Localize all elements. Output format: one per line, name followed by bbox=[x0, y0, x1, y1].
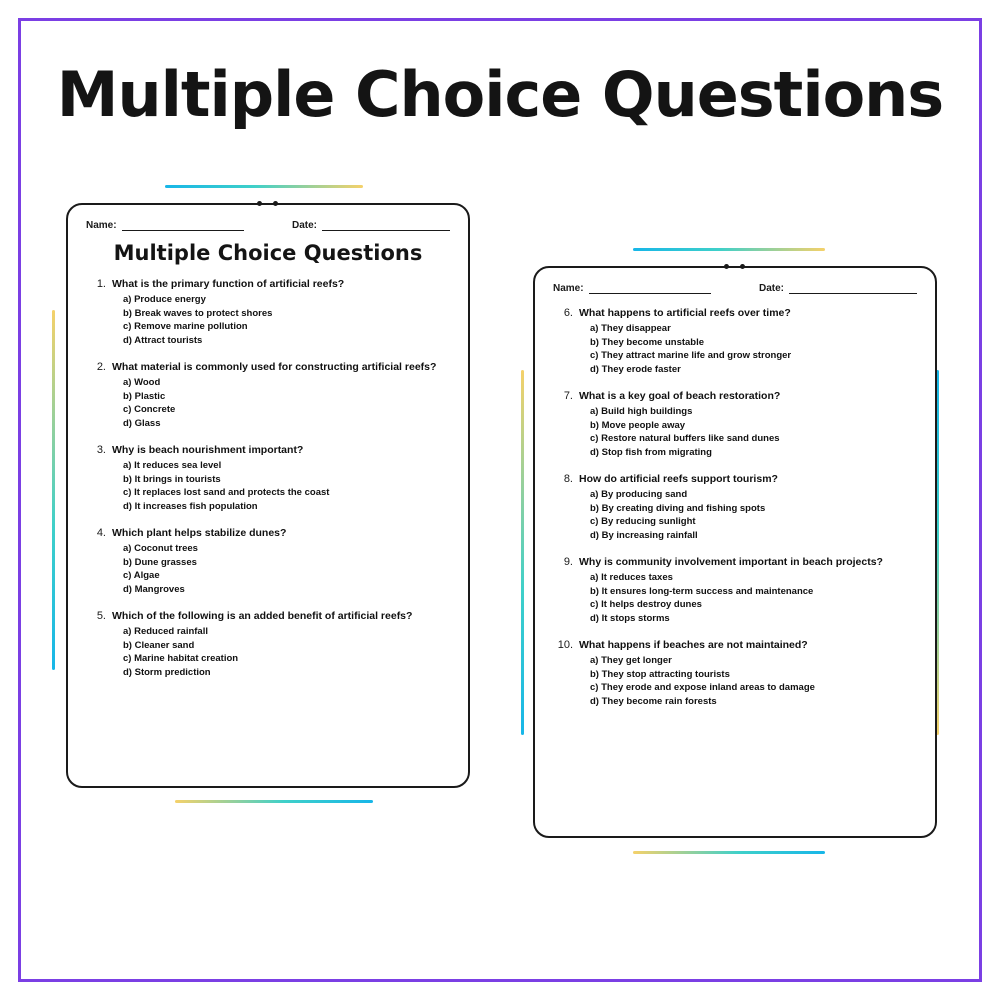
question-option[interactable]: c) They attract marine life and grow stronger bbox=[590, 350, 792, 361]
question-number: 5. bbox=[96, 610, 106, 622]
question-text: What happens if beaches are not maintained? bbox=[579, 639, 808, 651]
question-option[interactable]: a) They disappear bbox=[590, 323, 671, 334]
question-option[interactable]: a) By producing sand bbox=[590, 489, 688, 500]
question-number: 6. bbox=[563, 307, 573, 319]
question-item bbox=[549, 638, 923, 708]
question-option[interactable]: d) Attract tourists bbox=[123, 334, 203, 346]
question-option[interactable]: c) Restore natural buffers like sand dunes bbox=[590, 433, 780, 444]
clip-icon bbox=[723, 264, 747, 272]
question-option[interactable]: a) They get longer bbox=[590, 655, 672, 666]
question-option[interactable]: c) It replaces lost sand and protects the coast bbox=[123, 487, 330, 498]
name-field-right[interactable] bbox=[553, 282, 711, 294]
sheet-heading-left: Multiple Choice Questions bbox=[113, 241, 423, 265]
date-label: Date: bbox=[758, 283, 784, 294]
question-text: What material is commonly used for constructing artificial reefs? bbox=[112, 361, 437, 373]
decor-line-top-right bbox=[633, 248, 825, 251]
name-input-line[interactable] bbox=[122, 219, 244, 231]
question-option[interactable]: c) Concrete bbox=[123, 404, 176, 415]
question-option[interactable]: a) Reduced rainfall bbox=[123, 626, 208, 637]
clip-icon bbox=[256, 201, 280, 209]
question-list-right bbox=[549, 306, 923, 721]
question-number: 1. bbox=[96, 278, 106, 290]
question-option[interactable]: b) They stop attracting tourists bbox=[590, 668, 730, 680]
question-option[interactable]: a) Wood bbox=[123, 377, 161, 388]
question-text: Why is beach nourishment important? bbox=[112, 444, 304, 456]
question-option[interactable]: d) Glass bbox=[123, 417, 161, 429]
question-item bbox=[549, 389, 923, 459]
name-input-line[interactable] bbox=[589, 282, 711, 294]
question-item bbox=[549, 306, 923, 376]
question-option[interactable]: c) Remove marine pollution bbox=[123, 321, 248, 332]
question-option[interactable]: d) By increasing rainfall bbox=[590, 529, 698, 541]
question-text: How do artificial reefs support tourism? bbox=[579, 473, 778, 485]
student-info-row-left bbox=[86, 219, 450, 231]
date-input-line[interactable] bbox=[789, 282, 917, 294]
question-option[interactable]: a) It reduces sea level bbox=[123, 460, 222, 471]
question-option[interactable]: d) They become rain forests bbox=[590, 695, 717, 707]
question-item bbox=[82, 360, 456, 430]
question-option[interactable]: a) Produce energy bbox=[123, 294, 206, 305]
decor-line-right-inner-vertical bbox=[521, 370, 524, 735]
question-item bbox=[82, 277, 456, 347]
question-option[interactable]: c) Marine habitat creation bbox=[123, 653, 239, 664]
question-item bbox=[82, 443, 456, 513]
question-text: Which of the following is an added benefit of artificial reefs? bbox=[112, 610, 413, 622]
decor-line-bottom-left bbox=[175, 800, 373, 803]
page-title: Multiple Choice Questions bbox=[56, 58, 944, 131]
question-text: What is the primary function of artificial reefs? bbox=[112, 278, 345, 290]
question-option[interactable]: d) It stops storms bbox=[590, 612, 670, 624]
question-option[interactable]: b) It brings in tourists bbox=[123, 473, 221, 485]
decor-line-left-vertical bbox=[52, 310, 55, 670]
question-list-left bbox=[82, 277, 456, 692]
question-option[interactable]: d) They erode faster bbox=[590, 363, 681, 375]
question-option[interactable]: c) By reducing sunlight bbox=[590, 516, 696, 527]
question-option[interactable]: d) Mangroves bbox=[123, 583, 185, 595]
question-option[interactable]: b) Cleaner sand bbox=[123, 639, 195, 651]
worksheet-sheet-right bbox=[533, 266, 937, 838]
question-number: 7. bbox=[563, 390, 573, 402]
decor-line-top-left bbox=[165, 185, 363, 188]
question-option[interactable]: b) Plastic bbox=[123, 390, 166, 402]
decor-line-bottom-right bbox=[633, 851, 825, 854]
question-option[interactable]: b) Break waves to protect shores bbox=[123, 307, 273, 319]
date-field-right[interactable] bbox=[759, 282, 917, 294]
worksheet-sheet-left bbox=[66, 203, 470, 788]
question-option[interactable]: a) It reduces taxes bbox=[590, 572, 673, 583]
question-option[interactable]: b) They become unstable bbox=[590, 336, 705, 348]
question-number: 9. bbox=[563, 556, 573, 568]
question-number: 10. bbox=[557, 639, 573, 651]
question-option[interactable]: d) Storm prediction bbox=[123, 666, 211, 678]
question-text: Which plant helps stabilize dunes? bbox=[112, 527, 287, 539]
name-label: Name: bbox=[553, 283, 584, 294]
name-label: Name: bbox=[86, 220, 117, 231]
question-text: Why is community involvement important in beach projects? bbox=[579, 556, 883, 568]
date-label: Date: bbox=[291, 220, 317, 231]
student-info-row-right bbox=[553, 282, 917, 294]
question-number: 2. bbox=[96, 361, 106, 373]
question-item bbox=[82, 526, 456, 596]
date-field-left[interactable] bbox=[292, 219, 450, 231]
question-number: 4. bbox=[96, 527, 106, 539]
question-item bbox=[82, 609, 456, 679]
date-input-line[interactable] bbox=[322, 219, 450, 231]
question-option[interactable]: c) They erode and expose inland areas to damage bbox=[590, 682, 815, 693]
question-text: What is a key goal of beach restoration? bbox=[579, 390, 781, 402]
question-text: What happens to artificial reefs over time? bbox=[579, 307, 791, 319]
question-number: 3. bbox=[96, 444, 106, 456]
question-item bbox=[549, 472, 923, 542]
question-option[interactable]: d) It increases fish population bbox=[123, 500, 258, 512]
question-option[interactable]: b) By creating diving and fishing spots bbox=[590, 502, 766, 514]
question-option[interactable]: b) Move people away bbox=[590, 419, 686, 431]
question-option[interactable]: d) Stop fish from migrating bbox=[590, 446, 712, 458]
question-item bbox=[549, 555, 923, 625]
question-option[interactable]: b) It ensures long-term success and maintenance bbox=[590, 585, 814, 597]
question-option[interactable]: a) Coconut trees bbox=[123, 543, 198, 554]
name-field-left[interactable] bbox=[86, 219, 244, 231]
question-option[interactable]: c) Algae bbox=[123, 570, 160, 581]
question-option[interactable]: c) It helps destroy dunes bbox=[590, 599, 702, 610]
question-number: 8. bbox=[563, 473, 573, 485]
question-option[interactable]: a) Build high buildings bbox=[590, 406, 693, 417]
question-option[interactable]: b) Dune grasses bbox=[123, 556, 197, 568]
